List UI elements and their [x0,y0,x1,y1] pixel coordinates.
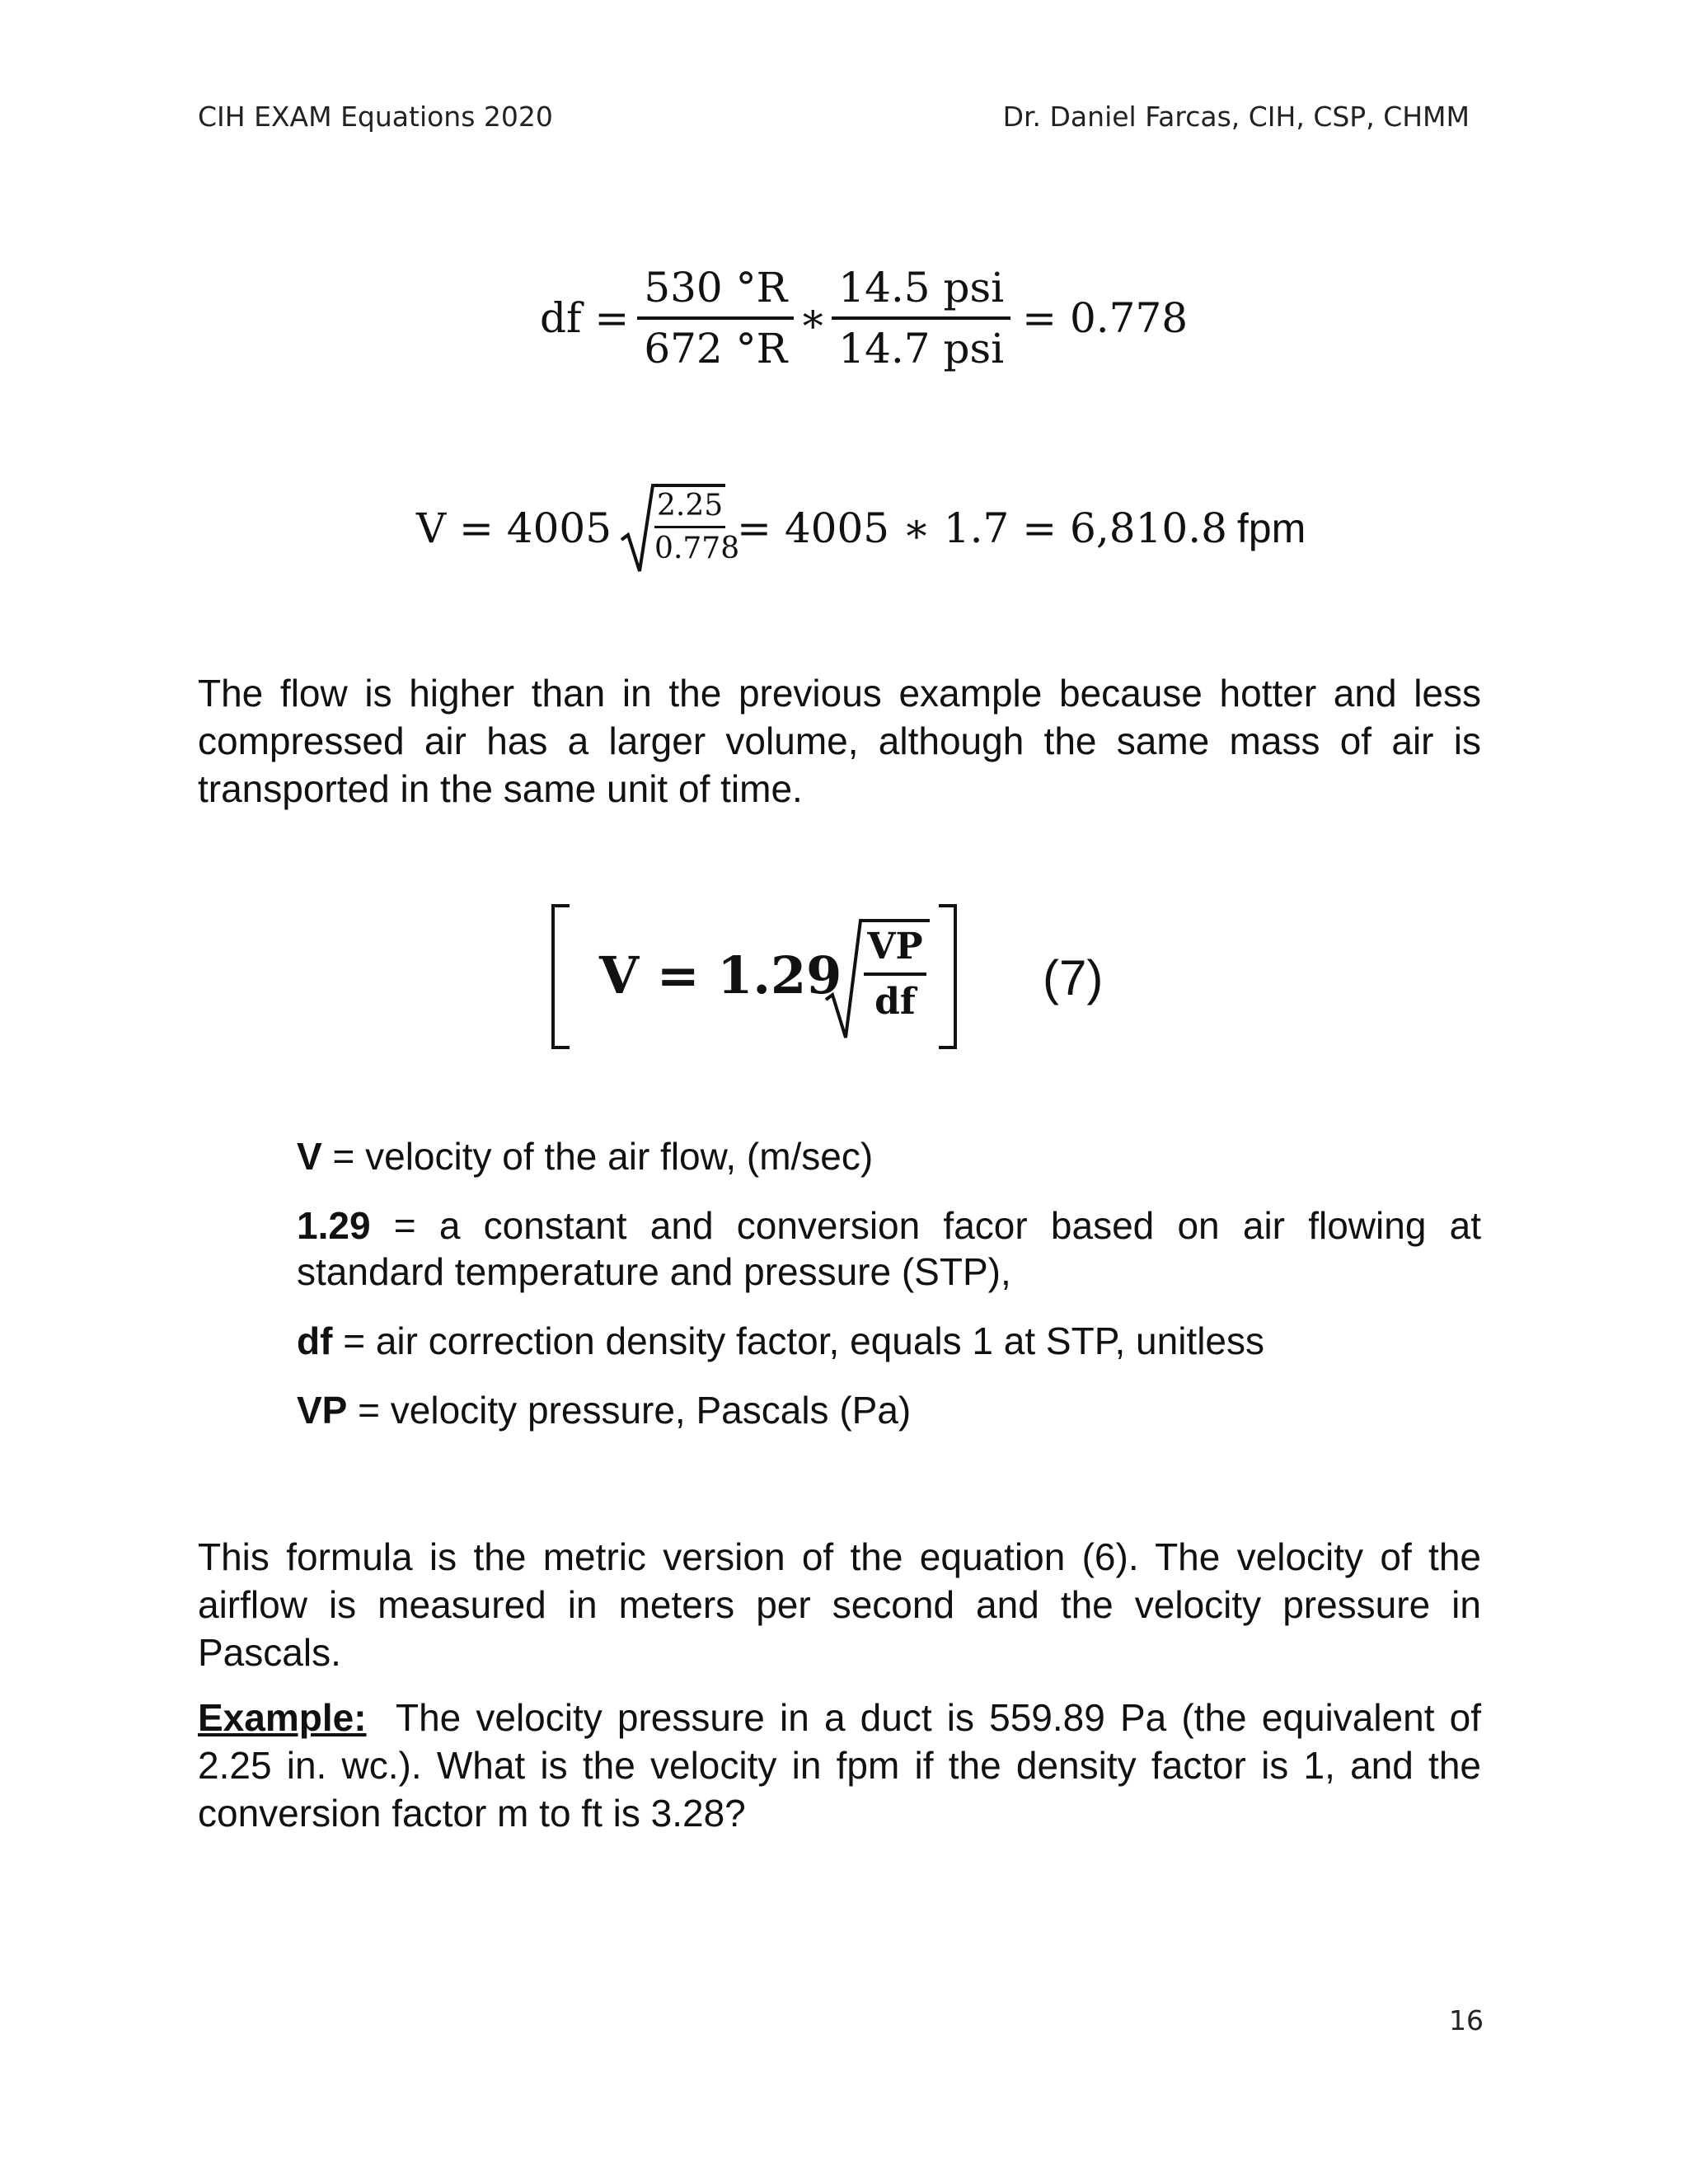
equation-number: (7) [1043,950,1104,1005]
fraction-temperature [637,264,794,373]
fraction-temperature-denominator: 672 °R [637,316,794,373]
equation-velocity [416,482,1306,574]
definition-text: = velocity of the air flow, (m/sec) [321,1135,874,1178]
square-root [620,482,740,574]
eq7-lhs: V = 1.29 [599,945,842,1005]
paragraph-flow-explanation: The flow is higher than in the previous example because hotter and less compressed air has a larger volume, although the same mass of air is transported in the same unit of time. [198,672,1481,810]
eq7-radicand-denominator: df [864,972,926,1023]
example-paragraph [198,1694,1492,1837]
example-label: Example: [198,1696,367,1739]
eq7-square-root [824,917,931,1041]
radicand-numerator: 2.25 [656,489,724,523]
definition-term: V [297,1135,322,1178]
definitions-list [297,1133,1481,1433]
definition-item-constant [297,1202,1481,1295]
paragraph-metric-version: This formula is the metric version of the equation (6). The velocity of the airflow is measured in meters per second and the velocity pressure in Pascals. [198,1535,1481,1674]
definition-term: VP [297,1389,348,1432]
fraction-pressure-numerator: 14.5 psi [838,264,1005,312]
fraction-pressure [832,264,1010,373]
eq-v-unit: fpm [1236,505,1306,551]
equation-density-factor [540,264,1188,373]
example-text: The velocity pressure in a duct is 559.89 Pa (the equivalent of 2.25 in. wc.). What is the velocity in fpm if the density factor is 1, and the conversion factor m to ft is 3.28? [198,1696,1492,1835]
eq7-radicand-numerator: VP [867,926,923,968]
left-bracket-icon [548,902,573,1051]
eq-v-lhs: V = 4005 [416,504,612,552]
page-number: 16 [1449,2004,1484,2036]
definition-item-v [297,1133,1481,1179]
eq-df-lhs: df = [540,294,630,342]
eq-v-result: = 4005 ∗ 1.7 = 6,810.8 [737,504,1227,552]
definition-text: = velocity pressure, Pascals (Pa) [347,1389,912,1432]
definition-term: 1.29 [297,1204,371,1247]
multiply-sign: ∗ [799,294,828,342]
equation-7 [548,902,960,1051]
radicand-denominator: 0.778 [654,526,725,565]
header-right: Dr. Daniel Farcas, CIH, CSP, CHMM [1002,101,1470,133]
fraction-temperature-numerator: 530 °R [644,264,788,312]
definition-item-df [297,1318,1481,1364]
definition-text: = a constant and conversion facor based on air flowing at standard temperature and pressure (STP), [297,1204,1481,1293]
definition-item-vp [297,1387,1481,1433]
header-left: CIH EXAM Equations 2020 [198,101,553,133]
definition-term: df [297,1319,333,1362]
fraction-pressure-denominator: 14.7 psi [832,316,1010,373]
definition-text: = air correction density factor, equals 1 at STP, unitless [332,1319,1264,1362]
right-bracket-icon [935,902,960,1051]
eq-df-result: = 0.778 [1022,294,1189,342]
